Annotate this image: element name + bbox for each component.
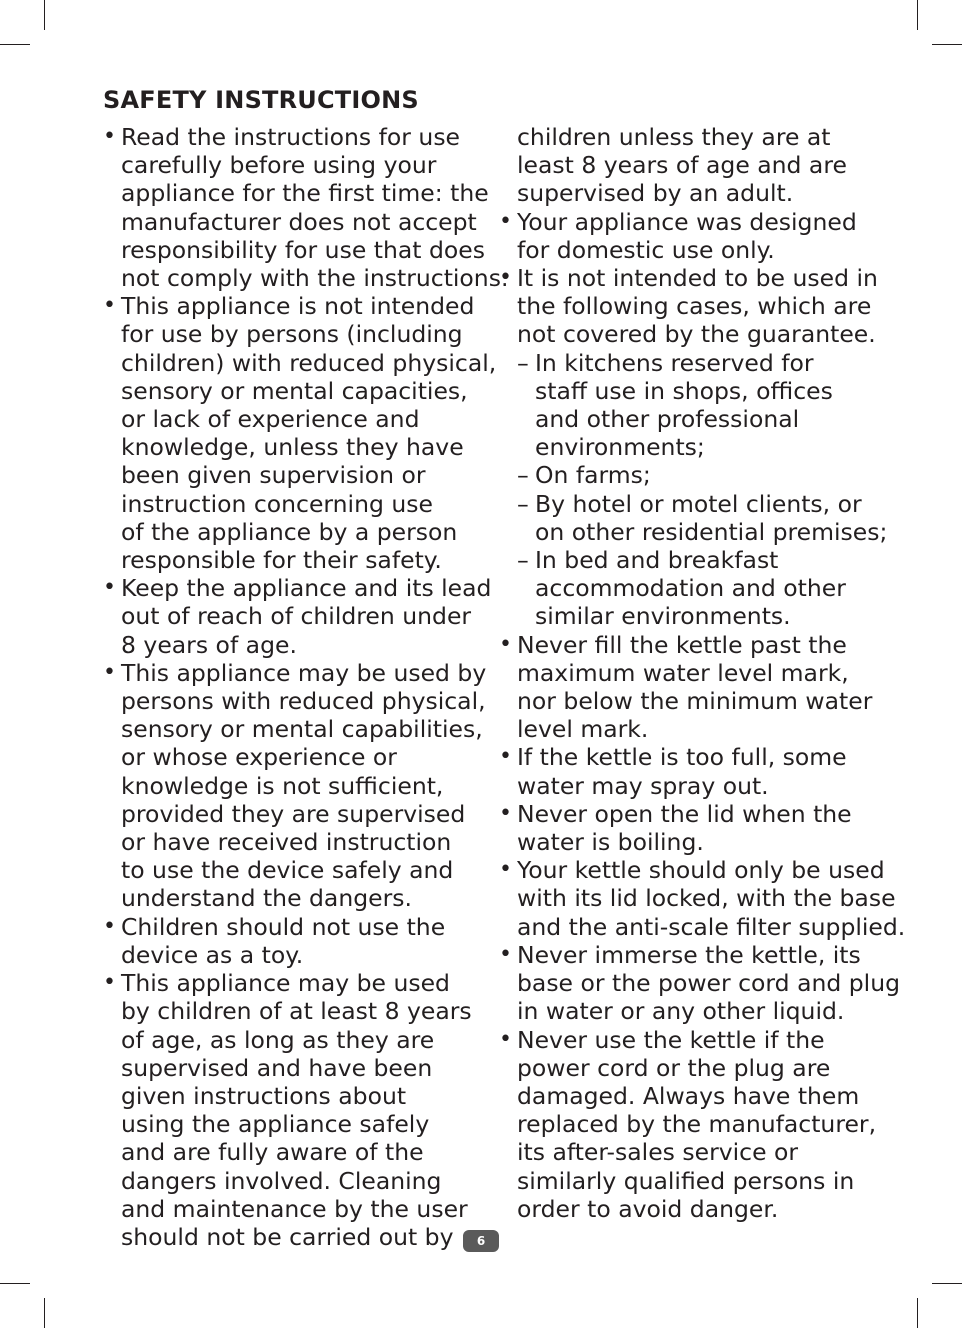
text-line: children unless they are at [517,123,831,151]
text-line: similar environments. [535,602,791,631]
text-line: • Children should not use the [121,912,446,941]
crop-mark [0,1283,30,1284]
text-line: and maintenance by the user [121,1194,468,1223]
dash-sub-item [517,546,877,631]
text-line: using the appliance safely [121,1110,430,1139]
bullet-item [103,292,497,575]
text-line: for domestic use only. [517,235,775,264]
bullet-item [499,1026,877,1223]
text-line: device as a toy. [121,940,304,969]
text-line: appliance for the first time: the [121,179,489,208]
text-line: or have received instruction [121,828,452,857]
text-line: manufacturer does not accept [121,207,477,236]
text-line: staff use in shops, offices [535,376,833,405]
text-line: knowledge, unless they have [121,433,464,462]
text-line: sensory or mental capacities, [121,376,468,405]
text-line: • Never fill the kettle past the [517,630,847,659]
text-line: for use by persons (including [121,320,463,349]
crop-mark [932,1283,962,1284]
text-line: base or the power cord and plug [517,969,901,998]
text-line: supervised and have been [121,1053,433,1082]
text-line: • This appliance may be used by [121,658,487,687]
text-line: accommodation and other [535,574,846,603]
text-line: of age, as long as they are [121,1025,435,1054]
bullet-item [499,800,877,856]
text-line: – In bed and breakfast [535,546,779,575]
text-line: and other professional [535,405,800,434]
text-line: replaced by the manufacturer, [517,1110,877,1139]
text-line: the following cases, which are [517,292,872,321]
text-line: • Your kettle should only be used [517,856,885,885]
text-line: or whose experience or [121,743,397,772]
text-line: 8 years of age. [121,630,297,659]
text-line: children) with reduced physical, [121,348,497,377]
text-line: and the anti-scale filter supplied. [517,912,906,941]
text-line: supervised by an adult. [517,179,794,208]
crop-mark [932,44,962,45]
text-line: • It is not intended to be used in [517,264,878,293]
text-line: been given supervision or [121,461,426,490]
crop-mark [44,1298,45,1328]
text-line: and are fully aware of the [121,1138,424,1167]
bullet-item [103,123,509,293]
dash-sub-item [517,489,888,546]
dash-sub-item [517,461,877,489]
page-title: SAFETY INSTRUCTIONS [103,86,419,114]
text-line: maximum water level mark, [517,658,849,687]
text-line: power cord or the plug are [517,1053,831,1082]
text-line: out of reach of children under [121,602,472,631]
text-line: • This appliance is not intended [121,292,475,321]
bullet-item [103,574,492,659]
text-line: or lack of experience and [121,405,420,434]
bullet-item [103,969,485,1251]
bullet-continuation [499,123,877,208]
text-line: on other residential premises; [535,517,888,546]
text-line: not covered by the guarantee. [517,320,876,349]
text-line: its after-sales service or [517,1138,799,1167]
text-line: nor below the minimum water [517,687,873,716]
page-number-badge: 6 [463,1230,499,1252]
text-line: • Your appliance was designed [517,207,857,236]
bullet-item [499,631,877,744]
text-line: not comply with the instructions. [121,264,509,293]
text-line: level mark. [517,715,649,744]
bullet-item [499,856,906,941]
text-line: provided they are supervised [121,799,466,828]
text-line: understand the dangers. [121,884,412,913]
text-line: – On farms; [535,461,651,490]
text-line: instruction concerning use [121,489,433,518]
text-line: • Never immerse the kettle, its [517,940,861,969]
text-line: similarly qualified persons in [517,1166,855,1195]
crop-mark [0,44,30,45]
text-line: persons with reduced physical, [121,687,486,716]
crop-mark [917,0,918,30]
text-line: damaged. Always have them [517,1081,860,1110]
text-line: • Keep the appliance and its lead [121,574,492,603]
text-line: by children of at least 8 years [121,997,472,1026]
text-line: of the appliance by a person [121,517,458,546]
bullet-item [499,940,901,1026]
text-line: carefully before using your [121,151,437,180]
bullet-item [103,659,485,913]
crop-mark [917,1298,918,1328]
text-line: – In kitchens reserved for [535,348,814,377]
text-line: • Never use the kettle if the [517,1025,825,1054]
bullet-item [499,264,877,349]
text-line: sensory or mental capabilities, [121,715,483,744]
text-line: should not be carried out by [121,1222,454,1251]
text-line: given instructions about [121,1081,407,1110]
text-line: responsible for their safety. [121,546,442,575]
right-column [499,123,906,1223]
text-line: responsibility for use that does [121,235,485,264]
text-line: • This appliance may be used [121,969,450,998]
text-line: • If the kettle is too full, some [517,743,847,772]
text-line: knowledge is not sufficient, [121,771,444,800]
text-line: in water or any other liquid. [517,997,845,1026]
bullet-item [103,913,485,969]
bullet-item [499,743,877,799]
text-line: least 8 years of age and are [517,151,847,180]
crop-mark [44,0,45,30]
text-line: – By hotel or motel clients, or [535,489,862,518]
text-line: environments; [535,433,705,462]
bullet-item [499,208,877,264]
text-line: with its lid locked, with the base [517,884,896,913]
text-line: dangers involved. Cleaning [121,1166,442,1195]
text-line: water is boiling. [517,828,704,857]
text-line: • Never open the lid when the [517,799,852,828]
text-line: • Read the instructions for use [121,123,461,151]
text-line: water may spray out. [517,771,769,800]
dash-sub-item [517,349,877,462]
left-column [103,123,509,1251]
text-line: order to avoid danger. [517,1194,779,1223]
text-line: to use the device safely and [121,856,454,885]
